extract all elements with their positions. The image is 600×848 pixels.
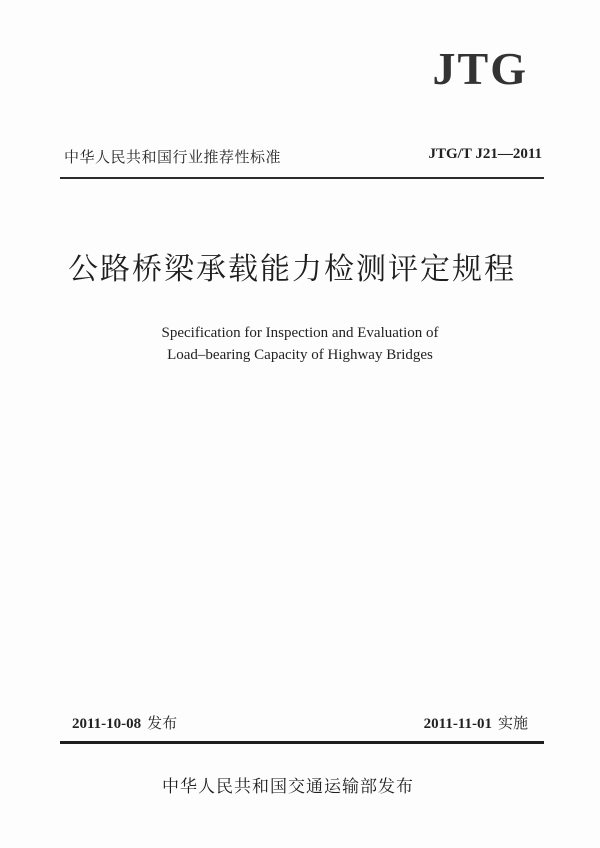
document-title-chinese: 公路桥梁承载能力检测评定规程 [68,252,516,287]
issue-date: 2011-10-08 [72,716,142,732]
jtg-logo: JTG [432,43,528,94]
implement-label: 实施 [497,714,528,732]
standard-code: JTG/T J21—2011 [428,146,542,162]
implement-date: 2011-11-01 [423,716,492,732]
issue-date-group [72,712,177,733]
english-title-line-2: Load–bearing Capacity of Highway Bridges [167,347,433,363]
implement-date-group [424,712,528,733]
standard-header [64,146,542,168]
date-row [72,712,528,734]
bottom-divider [60,741,544,744]
english-title-line-1: Specification for Inspection and Evaluation of [161,325,439,341]
standard-category: 中华人民共和国行业推荐性标准 [64,148,282,166]
issue-label: 发布 [147,714,178,732]
document-title-english [0,322,600,366]
top-divider [60,177,544,179]
publisher: 中华人民共和国交通运输部发布 [162,777,414,797]
